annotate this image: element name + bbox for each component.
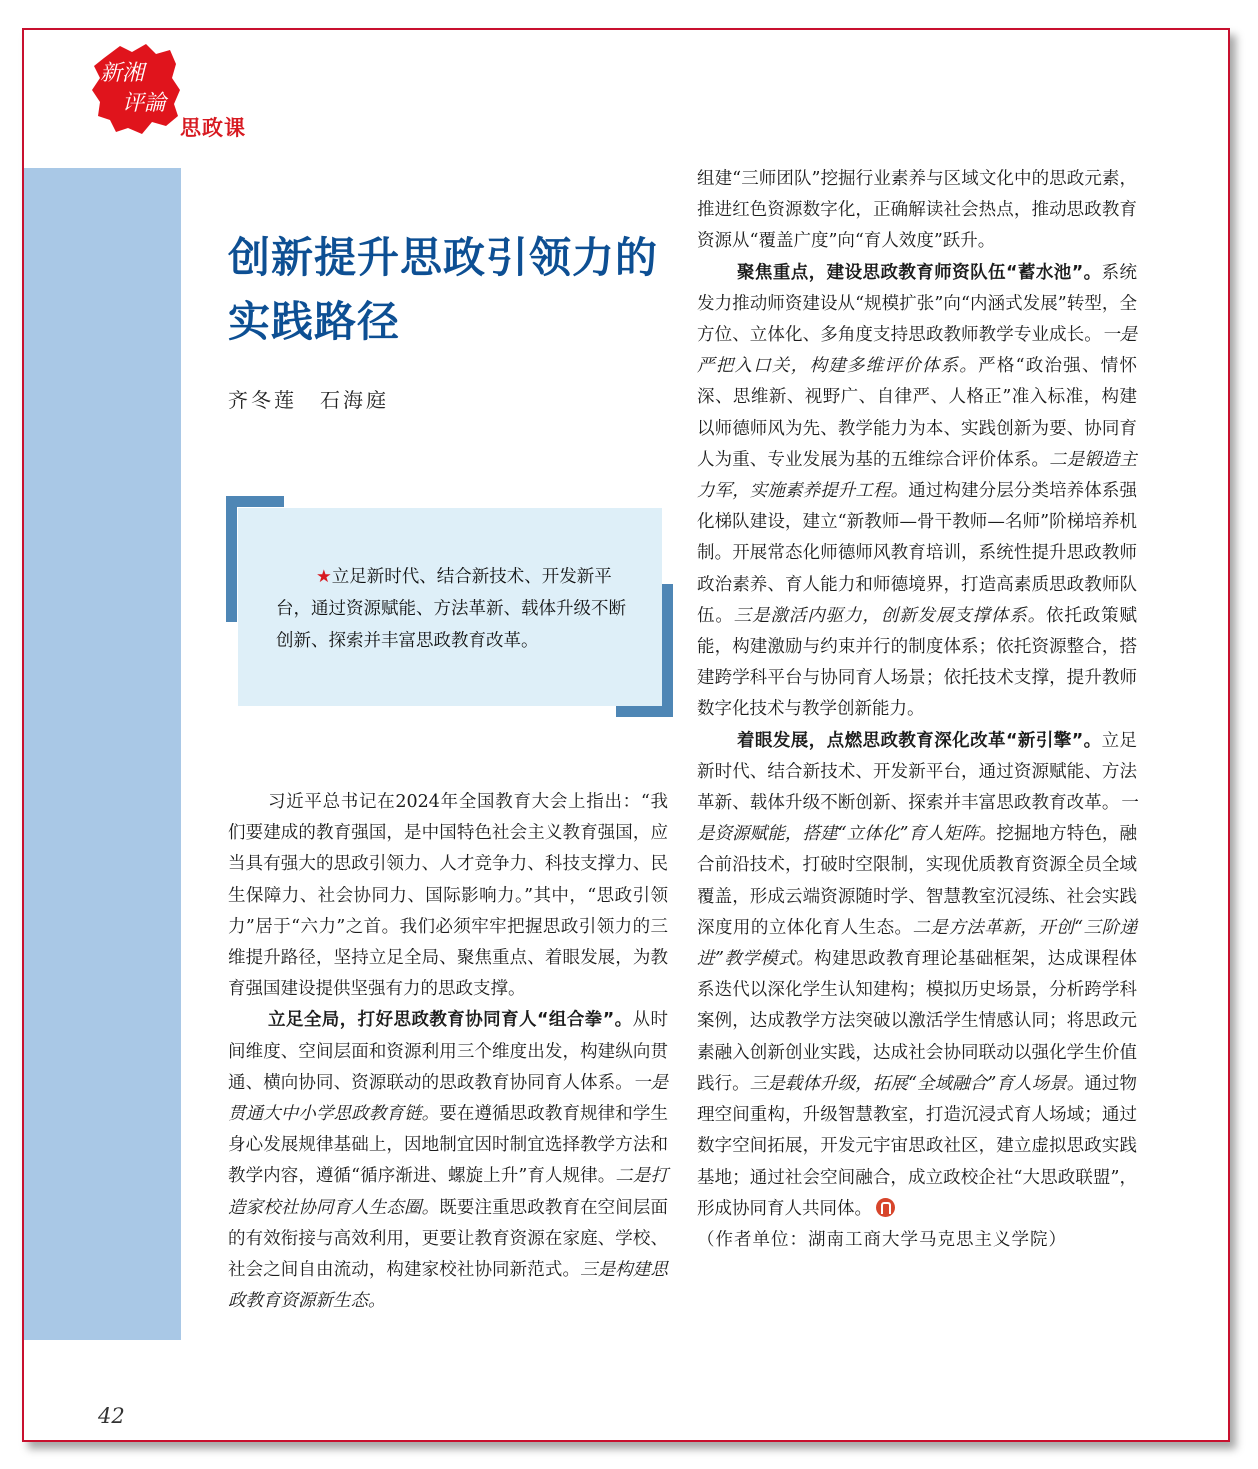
section3-heading: 着眼发展，点燃思政教育深化改革“新引擎”。	[737, 730, 1102, 751]
abstract-corner-top-left	[226, 496, 237, 622]
section3-text-c: 构建思政教育理论基础框架，达成课程体系迭代以深化学生认知建构；模拟历史场景，分析跨学科案例，达成教学方法突破以激活学生情感认同；将思政元素融入创新创业实践，达成社会协同联动以强化学生价值践行。	[697, 949, 1137, 1094]
star-icon: ★	[316, 567, 332, 587]
section3-key-2: 二是方法革新，开创“三阶递进”教学模式。	[697, 917, 1138, 970]
section1-heading: 立足全局，打好思政教育协同育人“组合拳”。	[268, 1010, 633, 1031]
section2-key-3: 三是激活内驱力，创新发展支撑体系。	[733, 605, 1047, 626]
section1-paragraph-continued: 组建“三师团队”挖掘行业素养与区域文化中的思政元素，推进红色资源数字化，正确解读社会热点，推动思政教育资源从“覆盖广度”向“育人效度”跃升。	[697, 169, 1137, 252]
section3-paragraph	[697, 726, 1137, 1225]
title-line-1: 创新提升思政引领力的	[228, 233, 659, 282]
end-mark-icon	[876, 1198, 895, 1217]
column-tag: 思政课	[180, 116, 246, 140]
section3-key-3: 三是载体升级，拓展“全域融合”育人场景。	[749, 1073, 1085, 1094]
author-affiliation: （作者单位：湖南工商大学马克思主义学院）	[697, 1229, 1067, 1250]
section2-heading: 聚焦重点，建设思政教育师资队伍“蓄水池”。	[737, 262, 1102, 283]
body-column-left	[228, 787, 668, 1317]
page-number: 42	[98, 1404, 125, 1428]
section2-text-c: 通过构建分层分类培养体系强化梯队建设，建立“新教师—骨干教师—名师”阶梯培养机制。开展常态化师德师风教育培训，系统性提升思政教师政治素养、育人能力和师德境界，打造高素质思政教师队伍。	[697, 481, 1137, 626]
abstract-text	[276, 561, 636, 657]
section1-paragraph-start	[228, 1005, 668, 1317]
section2-text-b: 严格“政治强、情怀深、思维新、视野广、自律严、人格正”准入标准，构建以师德师风为先、教学能力为本、实践创新为要、协同育人为重、专业发展为基的五维综合评价体系。	[697, 356, 1138, 470]
section3-key-1: 一是资源赋能，搭建“立体化”育人矩阵。	[697, 793, 1137, 845]
logo-text-line2: 评論	[122, 91, 167, 116]
section3-text-b: 挖掘地方特色，融合前沿技术，打破时空限制，实现优质教育资源全员全域覆盖，形成云端资源随时学、智慧教室沉浸练、社会实践深度用的立体化育人生态。	[697, 824, 1137, 938]
section2-text-d: 依托政策赋能，构建激励与约束并行的制度体系；依托资源整合，搭建跨学科平台与协同育人场景；依托技术支撑，提升教师数字化技术与教学创新能力。	[697, 605, 1138, 720]
abstract-corner-bottom-right-h	[616, 706, 673, 717]
abstract-body: 立足新时代、结合新技术、开发新平台，通过资源赋能、方法革新、载体升级不断创新、探索并丰富思政教育改革。	[276, 567, 626, 651]
section1-key-1: 一是贯通大中小学思政教育链。	[228, 1072, 669, 1125]
authors: 齐冬莲 石海庭	[228, 388, 389, 412]
section2-key-2: 二是锻造主力军，实施素养提升工程。	[697, 449, 1138, 502]
logo-text-line1: 新湘	[100, 61, 145, 86]
section3-text-a: 立足新时代、结合新技术、开发新平台，通过资源赋能、方法革新、载体升级不断创新、探索并丰富思政教育改革。	[697, 730, 1137, 814]
title-line-2: 实践路径	[228, 297, 401, 346]
section2-paragraph	[697, 258, 1137, 726]
decorative-side-bar	[24, 168, 181, 1340]
abstract-corner-top-left-h	[226, 496, 284, 507]
section1-text-b: 要在遵循思政教育规律和学生身心发展规律基础上，因地制宜因时制宜选择教学方法和教学内容，遵循“循序渐进、螺旋上升”育人规律。	[228, 1104, 668, 1187]
section1-key-3: 三是构建思政教育资源新生态。	[228, 1260, 669, 1312]
section1-key-2: 二是打造家校社协同育人生态圈。	[228, 1166, 668, 1218]
section2-key-1: 一是严把入口关，构建多维评价体系。	[697, 325, 1138, 377]
intro-paragraph: 习近平总书记在2024年全国教育大会上指出：“我们要建成的教育强国，是中国特色社会主义教育强国，应当具有强大的思政引领力、人才竞争力、科技支撑力、民生保障力、社会协同力、国际影响力。”其中，“思政引领力”居于“六力”之首。我们必须牢牢把握思政引领力的三维提升路径，坚持立足全局、聚焦重点、着眼发展，为教育强国建设提供坚强有力的思政支撑。	[228, 792, 668, 1000]
section1-text-a: 从时间维度、空间层面和资源利用三个维度出发，构建纵向贯通、横向协同、资源联动的思政教育协同育人体系。	[228, 1010, 668, 1093]
section2-text-a: 系统发力推动师资建设从“规模扩张”向“内涵式发展”转型，全方位、立体化、多角度支持思政教师教学专业成长。	[697, 262, 1137, 346]
article-title	[228, 226, 698, 354]
abstract-corner-bottom-right	[662, 584, 673, 717]
body-column-right	[697, 164, 1137, 1256]
xinxiang-pinglun-logo	[86, 38, 186, 138]
section1-text-c: 既要注重思政教育在空间层面的有效衔接与高效利用，更要让教育资源在家庭、学校、社会之间自由流动，构建家校社协同新范式。	[228, 1197, 668, 1281]
section3-text-d: 通过物理空间重构，升级智慧教室，打造沉浸式育人场域；通过数字空间拓展，开发元宇宙思政社区，建立虚拟思政实践基地；通过社会空间融合，成立政校企社“大思政联盟”，形成协同育人共同体。	[697, 1073, 1138, 1219]
